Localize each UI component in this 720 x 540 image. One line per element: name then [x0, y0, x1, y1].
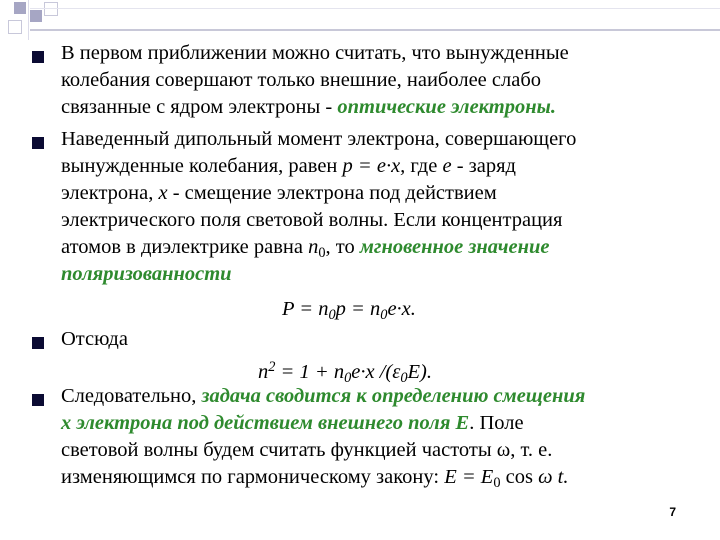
header-line: [30, 29, 720, 31]
header-thin-line: [30, 8, 720, 9]
text-line: В первом приближении можно считать, что вынужденные: [61, 42, 569, 64]
bullet-2: [32, 137, 44, 149]
text-line: [61, 261, 232, 288]
emphasis-term: мгновенное значение: [359, 236, 550, 258]
text-line: атомов в диэлектрике равна $n_0$, то мгновенное значение: [61, 236, 550, 261]
text-line: x электрона под действием внешнего поля E. Поле: [61, 412, 524, 434]
text-line: электрона, x - смещение электрона под действием: [61, 182, 497, 204]
text-line: световой волны будем считать функцией частоты ω, т. е.: [61, 439, 553, 461]
bullet-1: [32, 51, 44, 63]
text-line: колебания совершают только внешние, наиболее слабо: [61, 69, 541, 91]
formula-polarization: $P = n_0p = n_0e\cdot x$.: [282, 298, 416, 323]
header-vertical-line: [28, 0, 29, 40]
text-line: Следовательно, задача сводится к определению смещения: [61, 385, 586, 407]
emphasis-term: оптические электроны.: [337, 96, 556, 118]
emphasis-term: задача сводится к определению смещения: [201, 385, 586, 407]
bullet-4: [32, 394, 44, 406]
formula-refractive-index: $n^2 = 1 + n_0e\cdot x$ $/(\varepsilon_0E)$.: [258, 359, 432, 386]
emphasis-term: поляризованности: [61, 263, 232, 285]
text-line: связанные с ядром электроны - оптические электроны.: [61, 96, 556, 118]
page-number: 7: [669, 505, 676, 519]
header-decoration: [0, 0, 80, 42]
text-line: электрического поля световой волны. Если концентрация: [61, 209, 563, 231]
bullet-3: [32, 337, 44, 349]
text-line: изменяющимся по гармоническому закону: $E = E_0$ cos ω t.: [61, 466, 569, 491]
text-line: Отсюда: [61, 328, 128, 350]
text-line: вынужденные колебания, равен p = e·x, где e - заряд: [61, 155, 516, 177]
text-line: Наведенный дипольный момент электрона, совершающего: [61, 128, 577, 150]
emphasis-term: x электрона под действием внешнего поля E: [61, 412, 470, 434]
